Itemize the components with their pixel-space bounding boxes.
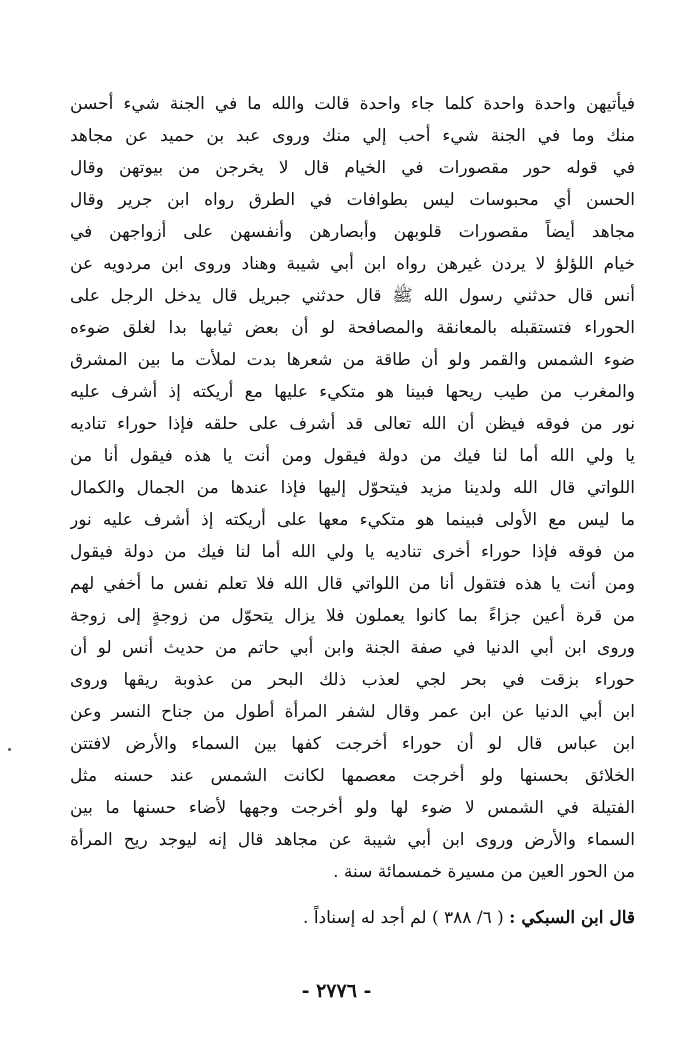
text-line: الحوراء فتستقبله بالمعانقة والمصافحة لو أن بعض ثيابها بدا لغلق ضوءه [70,318,635,338]
text-line: والمغرب من طيب ريحها فبينا هو متكيء عليها مع أريكته إذ أشرف عليه [70,382,635,402]
text-line: ضوء الشمس والقمر ولو أن طاقة من شعرها بدت لملأت ما بين المشرق [70,350,635,370]
text-line: ابن أبي الدنيا عن ابن عمر وقال لشفر المرأة أطول من جناح النسر وعن [70,702,635,722]
source-note [180,902,635,934]
source-note-label: قال ابن السبكي : [509,908,635,928]
text-line: وروى ابن أبي الدنيا في صفة الجنة وابن أبي حاتم من حديث أنس لو أن [70,638,635,658]
text-line: يا ولي الله أما لنا فيك من دولة فيقول ومن أنت يا هذه فيقول أنا من [70,446,635,466]
text-line: السماء والأرض وروى ابن أبي شيبة عن مجاهد قال إنه ليوجد ريح المرأة [70,830,635,850]
text-line: ابن عباس قال لو أن حوراء أخرجت كفها بين السماء والأرض لافتتن [70,734,635,754]
text-line: فيأتيهن واحدة واحدة كلما جاء واحدة قالت والله ما في الجنة شيء أحسن [70,94,635,114]
text-line: اللواتي قال الله ولدينا مزيد فيتحوّل إليها فإذا عندها من الجمال والكمال [70,478,635,498]
text-line: ومن أنت يا هذه فتقول أنا من اللواتي قال الله فلا تعلم نفس ما أخفي لهم [70,574,635,594]
text-line: خيام اللؤلؤ لا يردن غيرهن رواه ابن أبي شيبة وهناد وروى ابن مردويه عن [70,254,635,274]
text-line: في قوله حور مقصورات في الخيام قال لا يخرجن من بيوتهن وقال [70,158,635,178]
source-note-reference: ( ٦/ ٣٨٨ ) لم أجد له إسناداً . [303,908,504,928]
text-line: حوراء بزقت في بحر لجي لعذب ذلك البحر من عذوبة ريقها وروى [70,670,635,690]
text-line: الحسن أي محبوسات ليس بطوافات في الطرق رواه ابن جرير وقال [70,190,635,210]
text-line: منك وما في الجنة شيء أحب إلي منك وروى عبد بن حميد عن مجاهد [70,126,635,146]
text-line: الخلائق بحسنها ولو أخرجت معصمها لكانت الشمس عند حسنه مثل [70,766,635,786]
text-line: أنس قال حدثني رسول الله ﷺ قال حدثني جبريل قال يدخل الرجل على [70,286,635,306]
text-line: من فوقه فإذا حوراء أخرى تناديه يا ولي الله أما لنا فيك من دولة فيقول [70,542,635,562]
body-text [70,88,635,888]
text-line: مجاهد أيضاً مقصورات قلوبهن وأبصارهن وأنفسهن على أزواجهن في [70,222,635,242]
text-line: نور من فوقه فيظن أن الله تعالى قد أشرف على حلقه فإذا حوراء تناديه [70,414,635,434]
text-line: ما ليس مع الأولى فبينما هو متكيء معها على أريكته إذ أشرف عليه نور [70,510,635,530]
text-line: من قرة أعين جزاءً بما كانوا يعملون فلا يزال يتحوّل من زوجةٍ إلى زوجة [70,606,635,626]
text-line: الفتيلة في الشمس لا ضوء لها ولو أخرجت وجهها لأضاء حسنها ما بين [70,798,635,818]
text-line: من الحور العين من مسيرة خمسمائة سنة . [333,862,635,882]
margin-dot [8,748,11,751]
page-number: - ٢٧٧٦ - [301,980,372,1002]
